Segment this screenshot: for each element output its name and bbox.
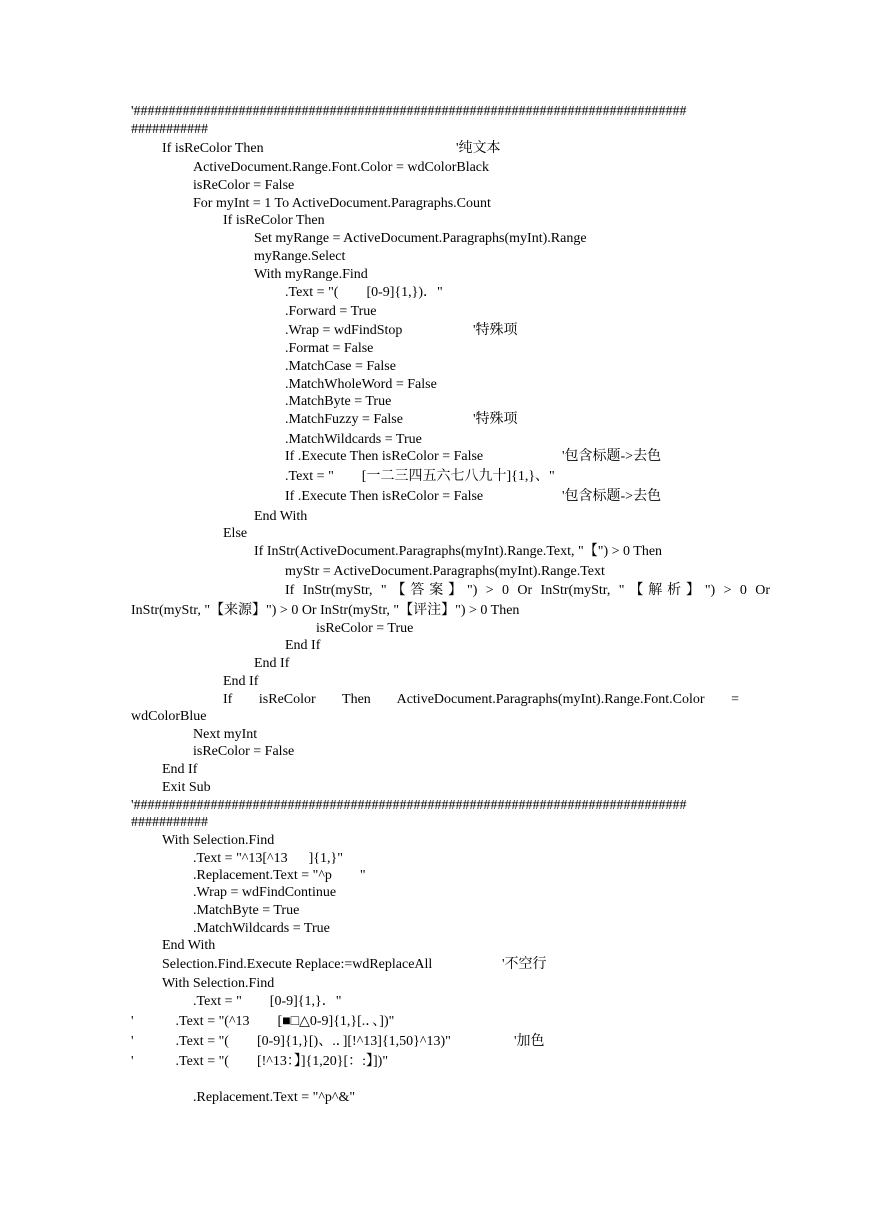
code-line: ########### (131, 122, 208, 137)
code-text: Selection.Find.Execute Replace:=wdReplaceAll (162, 957, 433, 972)
code-line: .MatchWildcards = True (193, 921, 330, 936)
code-line: .Text = "( [0-9]{1,})．" (285, 285, 443, 300)
code-comment: '加色 (514, 1034, 545, 1049)
code-line: With Selection.Find (162, 976, 275, 991)
code-line: End With (162, 938, 216, 953)
code-line: ActiveDocument.Range.Font.Color = wdColorBlack (193, 160, 490, 175)
code-line: If InStr(ActiveDocument.Paragraphs(myInt).Range.Text, "【") > 0 Then (254, 544, 663, 559)
code-text: .Wrap = wdFindStop (285, 323, 403, 338)
code-line: If InStr(myStr, "【答案】") > 0 Or InStr(myStr, "【解析】") > 0 Or (285, 583, 770, 598)
code-comment: '包含标题->去色 (562, 489, 662, 504)
code-line: Set myRange = ActiveDocument.Paragraphs(myInt).Range (254, 231, 587, 246)
code-line (131, 322, 869, 340)
code-line: .MatchWholeWord = False (285, 377, 437, 392)
code-line: InStr(myStr, "【来源】") > 0 Or InStr(myStr, "【评注】") > 0 Then (131, 603, 520, 618)
code-line (131, 488, 869, 506)
code-comment: '纯文本 (456, 141, 501, 156)
code-line: isReColor = False (193, 744, 295, 759)
code-line: Next myInt (193, 727, 258, 742)
code-line: .Replacement.Text = "^p^&" (193, 1090, 356, 1105)
code-text: If isReColor Then (162, 141, 264, 156)
code-line: wdColorBlue (131, 709, 207, 724)
code-line: ########### (131, 815, 208, 830)
code-line: With myRange.Find (254, 267, 368, 282)
code-line: isReColor = True (316, 621, 414, 636)
code-line: ' .Text = "(^13 [■□△0-9]{1,}[.．、])" (131, 1014, 395, 1029)
code-line (131, 448, 869, 466)
code-line: End If (223, 674, 259, 689)
code-line: Exit Sub (162, 780, 211, 795)
code-line: .MatchByte = True (285, 394, 392, 409)
code-text: If .Execute Then isReColor = False (285, 489, 484, 504)
code-line (131, 411, 869, 429)
code-line: If isReColor Then ActiveDocument.Paragraphs(myInt).Range.Font.Color = (223, 692, 739, 707)
code-line: End With (254, 509, 308, 524)
code-line: .MatchCase = False (285, 359, 396, 374)
code-line: For myInt = 1 To ActiveDocument.Paragraphs.Count (193, 196, 491, 211)
code-line: .Text = " [0-9]{1,}．" (193, 994, 342, 1009)
code-line (131, 1033, 739, 1051)
code-comment: '特殊项 (473, 323, 518, 338)
code-line: .MatchWildcards = True (285, 432, 422, 447)
code-line: .Wrap = wdFindContinue (193, 885, 337, 900)
code-line: If isReColor Then (223, 213, 325, 228)
code-line: myStr = ActiveDocument.Paragraphs(myInt).Range.Text (285, 564, 605, 579)
code-line: myRange.Select (254, 249, 346, 264)
code-line: End If (162, 762, 198, 777)
code-line: '############################################################################### (131, 798, 687, 813)
code-line: .Replacement.Text = "^p " (193, 868, 366, 883)
code-line: End If (285, 638, 321, 653)
code-line: '############################################################################### (131, 104, 687, 119)
code-line: .Text = " [一二三四五六七八九十]{1,}、" (285, 469, 555, 484)
code-text: ' .Text = "( [0-9]{1,}[)、.．][!^13]{1,50}^13)" (131, 1034, 451, 1049)
code-comment: '特殊项 (473, 412, 518, 427)
code-text: .MatchFuzzy = False (285, 412, 403, 427)
code-line: .MatchByte = True (193, 903, 300, 918)
code-line: .Forward = True (285, 304, 377, 319)
code-line: Else (223, 526, 248, 541)
code-line: .Text = "^13[^13 ]{1,}" (193, 851, 343, 866)
code-line (131, 140, 770, 158)
code-line: End If (254, 656, 290, 671)
code-line: .Format = False (285, 341, 374, 356)
code-text: If .Execute Then isReColor = False (285, 449, 484, 464)
code-line: With Selection.Find (162, 833, 275, 848)
code-line: ' .Text = "( [!^13：】]{1,20}[：:】])" (131, 1054, 389, 1069)
code-comment: '包含标题->去色 (562, 449, 662, 464)
code-line (131, 956, 770, 974)
code-line: isReColor = False (193, 178, 295, 193)
code-comment: '不空行 (502, 957, 547, 972)
